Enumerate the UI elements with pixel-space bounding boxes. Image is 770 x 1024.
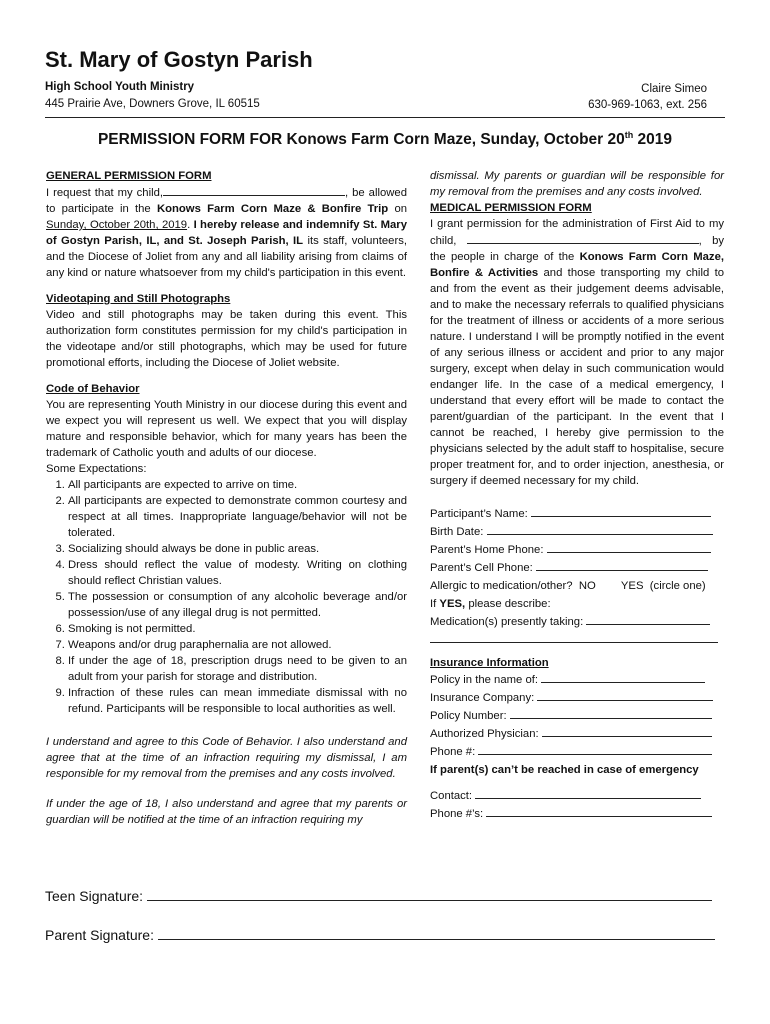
behavior-paragraph: You are representing Youth Ministry in our diocese during this event and we expect you will represent us well. We expect that you will display mature and responsible behavior, which for many years has been the trademark of Catholic youth and adults of our diocese. [46, 399, 407, 459]
parish-address: 445 Prairie Ave, Downers Grove, IL 60515 [45, 98, 260, 110]
list-item: 9. Infraction of these rules can mean immediate dismissal with no refund. Participants will be responsible to local authorities as well. [68, 685, 407, 717]
physician-phone-field[interactable]: Phone #: [430, 743, 724, 761]
emergency-label: If parent(s) can’t be reached in case of emergency [430, 764, 699, 776]
insurance-company-field[interactable]: Insurance Company: [430, 689, 724, 707]
list-item: 5. The possession or consumption of any alcoholic beverage and/or possession/use of any illegal drug is not permitted. [68, 589, 407, 621]
participant-name-field[interactable]: Participant’s Name: [430, 505, 724, 523]
video-paragraph: Video and still photographs may be taken during this event. This authorization form constitutes permission for my child's participation in the videotape and/or still photographs, which may be used for future promotional efforts, including the Diocese of Joliet website. [46, 309, 407, 369]
child-name-line[interactable] [163, 184, 345, 196]
policy-number-field[interactable]: Policy Number: [430, 707, 724, 725]
expectations-list [46, 477, 407, 717]
list-item: 1. All participants are expected to arrive on time. [68, 477, 407, 493]
parish-title: St. Mary of Gostyn Parish [45, 47, 313, 72]
left-column [46, 168, 407, 828]
medication-extra-line[interactable] [430, 631, 724, 649]
general-paragraph: I request that my child, , be allowed to participate in the Konows Farm Corn Maze & Bonfire Trip on Sunday, October 20th, 2019. I hereby release and indemnify St. Mary of Gostyn Parish, IL, and St. Joseph Parish, IL its staff, volunteers, and the Diocese of Joliet from any and all liability arising from claims of any kind or nature whatsoever from my child's participation in this event. [46, 184, 407, 281]
agreement-paragraph: I understand and agree to this Code of Behavior. I also understand and agree that at the time of an infraction requiring my dismissal, I am responsible for my removal from the premises and any costs involved. [46, 736, 407, 780]
allergy-question[interactable]: Allergic to medication/other? NO YES (circle one) [430, 580, 706, 592]
under18-paragraph: If under the age of 18, I also understand and agree that my parents or guardian will be notified at the time of an infraction requiring my [46, 798, 407, 826]
expectations-label: Some Expectations: [46, 463, 147, 475]
contact-name: Claire Simeo [641, 83, 707, 95]
allergy-describe: If YES, please describe: [430, 598, 551, 610]
physician-field[interactable]: Authorized Physician: [430, 725, 724, 743]
medical-paragraph: I grant permission for the administration of First Aid to my child, , by the people in charge of the Konows Farm Corn Maze, Bonfire & Activities and those transporting my child to and from the event as their judgement deems advisable, and to make the necessary referrals to qualified physicians for the treatment of illness or accidents of a more serious nature. I understand I will be promptly notified in the event of any serious illness or accident and prior to any major surgery, except when delay in such communication would endanger life. In the case of a medical emergency, I understand that every effort will be made to contact the parent/guardian of the participant. In the event that I cannot be reached, I hereby give permission to the physicians selected by the adult staff to hospitalise, secure proper treatment for, and to order injection, anesthesia, or surgery if deemed necessary for my child. [430, 218, 725, 487]
ministry-name: High School Youth Ministry [45, 81, 195, 93]
contact-block [588, 81, 707, 113]
general-heading: GENERAL PERMISSION FORM [46, 170, 212, 182]
dismissal-continued: dismissal. My parents or guardian will be responsible for my removal from the premises and any costs involved. [430, 170, 724, 198]
cell-phone-field[interactable]: Parent’s Cell Phone: [430, 559, 724, 577]
medication-field[interactable]: Medication(s) presently taking: [430, 613, 724, 631]
contact-phone: 630-969-1063, ext. 256 [588, 99, 707, 111]
insurance-heading: Insurance Information [430, 657, 549, 669]
list-item: 8. If under the age of 18, prescription drugs need to be given to an adult from your parish for storage and distribution. [68, 653, 407, 685]
emergency-contact-field[interactable]: Contact: [430, 787, 724, 805]
list-item: 3. Socializing should always be done in public areas. [68, 541, 407, 557]
parent-signature[interactable]: Parent Signature: [45, 925, 715, 943]
header-divider [45, 117, 725, 118]
medical-child-line[interactable] [467, 232, 699, 244]
emergency-phones-field[interactable]: Phone #’s: [430, 805, 724, 823]
list-item: 6. Smoking is not permitted. [68, 621, 407, 637]
video-heading: Videotaping and Still Photographs [46, 293, 231, 305]
list-item: 7. Weapons and/or drug paraphernalia are not allowed. [68, 637, 407, 653]
right-column [430, 168, 724, 823]
medical-heading: MEDICAL PERMISSION FORM [430, 202, 592, 214]
teen-signature[interactable]: Teen Signature: [45, 886, 712, 904]
list-item: 4. Dress should reflect the value of modesty. Writing on clothing should reflect Christian values. [68, 557, 407, 589]
form-title: PERMISSION FORM FOR Konows Farm Corn Maze, Sunday, October 20th 2019 [97, 130, 673, 149]
birth-date-field[interactable]: Birth Date: [430, 523, 724, 541]
list-item: 2. All participants are expected to demonstrate common courtesy and respect at all times. Inappropriate language/behavior will not be tolerated. [68, 493, 407, 541]
behavior-heading: Code of Behavior [46, 383, 140, 395]
policy-name-field[interactable]: Policy in the name of: [430, 671, 724, 689]
home-phone-field[interactable]: Parent’s Home Phone: [430, 541, 724, 559]
